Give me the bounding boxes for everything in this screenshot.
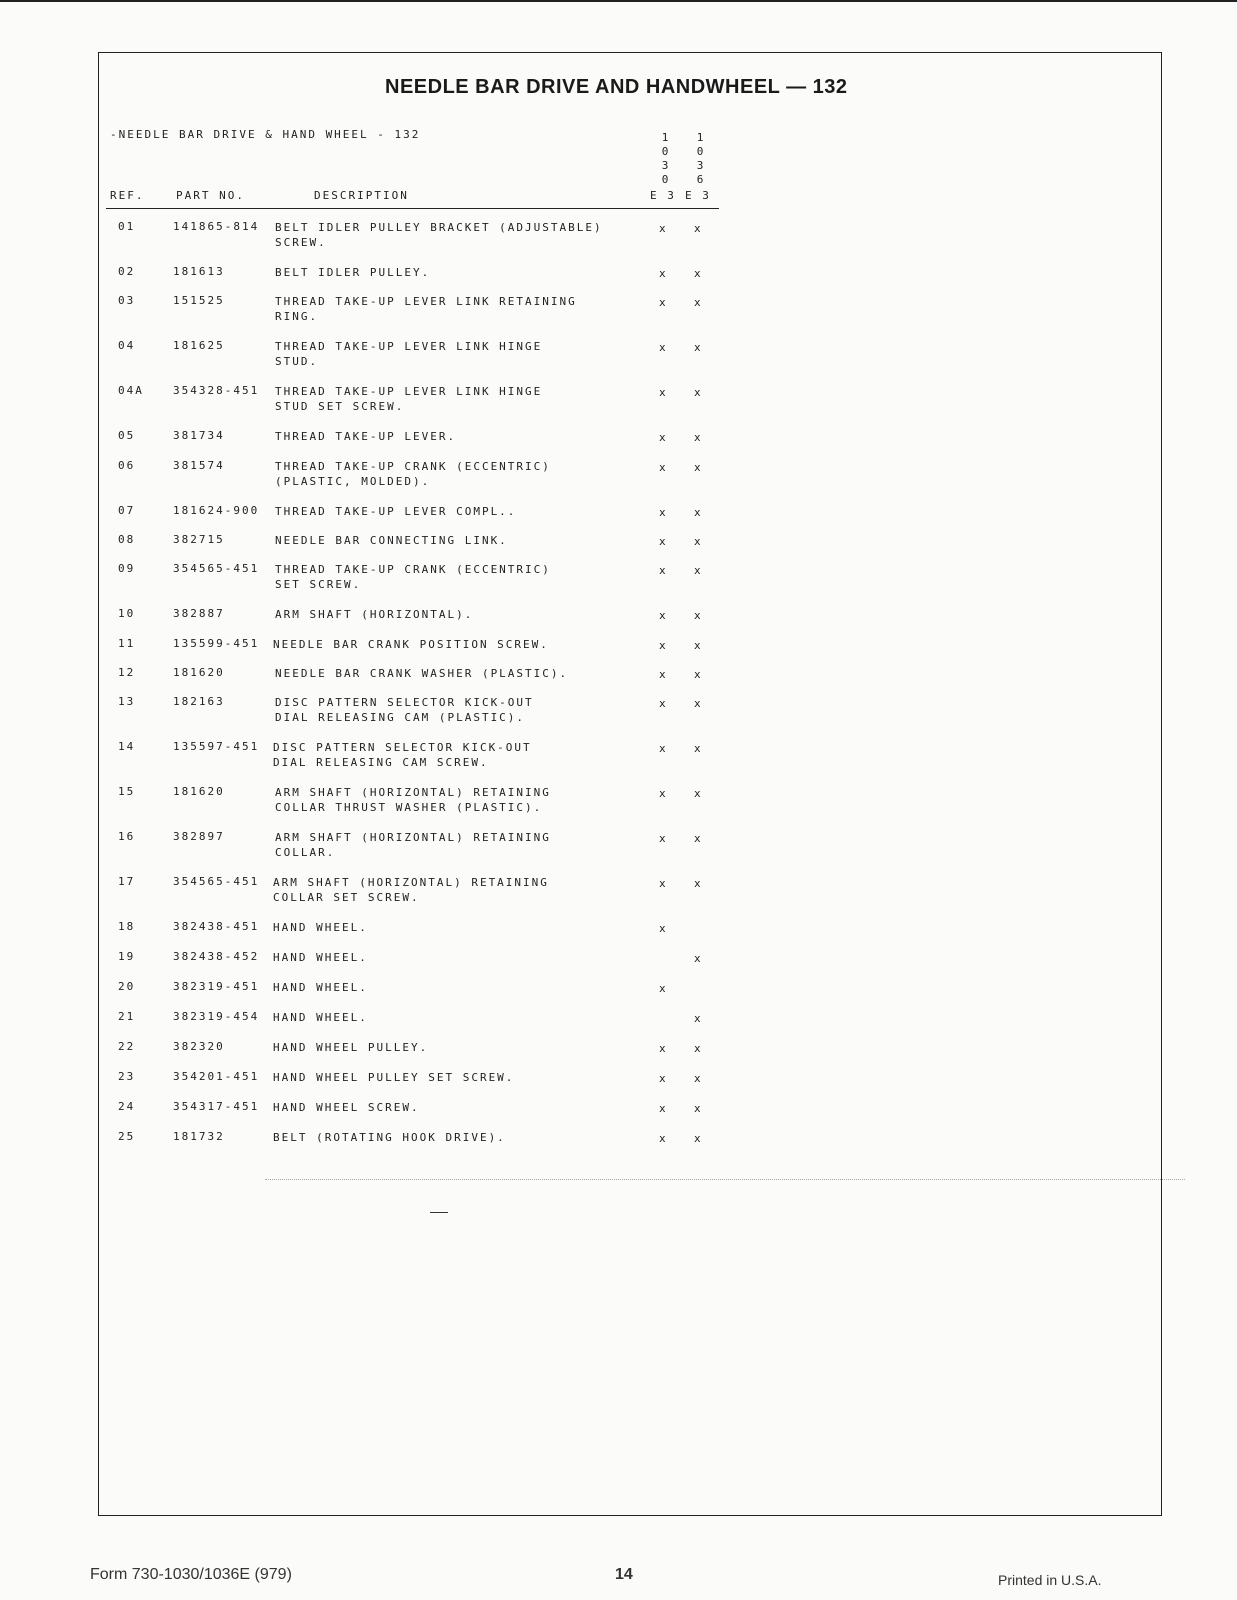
column-header-description: DESCRIPTION	[314, 189, 409, 202]
top-edge-rule	[0, 0, 1237, 2]
table-row: 06 381574 THREAD TAKE-UP CRANK (ECCENTRIC) (PLASTIC, MOLDED). x x	[118, 459, 703, 488]
column-header-part-no: PART NO.	[176, 189, 245, 202]
scan-dash-mark	[430, 1212, 448, 1213]
table-row: 02 181613 BELT IDLER PULLEY. x x	[118, 265, 703, 280]
table-row: 12 181620 NEEDLE BAR CRANK WASHER (PLASTIC). x x	[118, 666, 703, 681]
table-row: 09 354565-451 THREAD TAKE-UP CRANK (ECCENTRIC) SET SCREW. x x	[118, 562, 703, 591]
table-row: 17 354565-451 ARM SHAFT (HORIZONTAL) RETAINING COLLAR SET SCREW. x x	[118, 875, 703, 904]
table-row: 14 135597-451 DISC PATTERN SELECTOR KICK-OUT DIAL RELEASING CAM SCREW. x x	[118, 740, 703, 769]
scan-dotted-line	[265, 1179, 1185, 1180]
table-row: 21 382319-454 HAND WHEEL. x	[118, 1010, 703, 1025]
table-row: 24 354317-451 HAND WHEEL SCREW. x x	[118, 1100, 703, 1115]
model-suffix-1036: E 3	[685, 189, 711, 202]
table-row: 19 382438-452 HAND WHEEL. x	[118, 950, 703, 965]
table-row: 03 151525 THREAD TAKE-UP LEVER LINK RETAINING RING. x x	[118, 294, 703, 323]
table-row: 25 181732 BELT (ROTATING HOOK DRIVE). x x	[118, 1130, 703, 1145]
column-header-ref: REF.	[110, 189, 145, 202]
table-row: 18 382438-451 HAND WHEEL. x	[118, 920, 668, 935]
model-header-1030: 1 0 3 0	[661, 131, 671, 186]
table-row: 20 382319-451 HAND WHEEL. x	[118, 980, 668, 995]
model-header-1036: 1 0 3 6	[696, 131, 706, 186]
table-row: 10 382887 ARM SHAFT (HORIZONTAL). x x	[118, 607, 703, 622]
table-row: 15 181620 ARM SHAFT (HORIZONTAL) RETAINING COLLAR THRUST WASHER (PLASTIC). x x	[118, 785, 703, 814]
table-row: 08 382715 NEEDLE BAR CONNECTING LINK. x x	[118, 533, 703, 548]
printed-in-note: Printed in U.S.A.	[998, 1572, 1102, 1588]
table-row: 07 181624-900 THREAD TAKE-UP LEVER COMPL.. x x	[118, 504, 703, 519]
table-row: 22 382320 HAND WHEEL PULLEY. x x	[118, 1040, 703, 1055]
page-number: 14	[615, 1566, 633, 1583]
table-row: 23 354201-451 HAND WHEEL PULLEY SET SCREW. x x	[118, 1070, 703, 1085]
list-heading: -NEEDLE BAR DRIVE & HAND WHEEL - 132	[110, 128, 421, 141]
table-row: 04A 354328-451 THREAD TAKE-UP LEVER LINK HINGE STUD SET SCREW. x x	[118, 384, 703, 413]
table-row: 13 182163 DISC PATTERN SELECTOR KICK-OUT DIAL RELEASING CAM (PLASTIC). x x	[118, 695, 703, 724]
page-title: NEEDLE BAR DRIVE AND HANDWHEEL — 132	[385, 76, 848, 98]
table-row: 16 382897 ARM SHAFT (HORIZONTAL) RETAINING COLLAR. x x	[118, 830, 703, 859]
model-suffix-1030: E 3	[650, 189, 676, 202]
table-row: 04 181625 THREAD TAKE-UP LEVER LINK HINGE STUD. x x	[118, 339, 703, 368]
table-row: 05 381734 THREAD TAKE-UP LEVER. x x	[118, 429, 703, 444]
form-number: Form 730-1030/1036E (979)	[90, 1566, 292, 1583]
table-row: 11 135599-451 NEEDLE BAR CRANK POSITION SCREW. x x	[118, 637, 703, 652]
header-rule	[106, 208, 719, 209]
table-row: 01 141865-814 BELT IDLER PULLEY BRACKET (ADJUSTABLE) SCREW. x x	[118, 220, 703, 249]
